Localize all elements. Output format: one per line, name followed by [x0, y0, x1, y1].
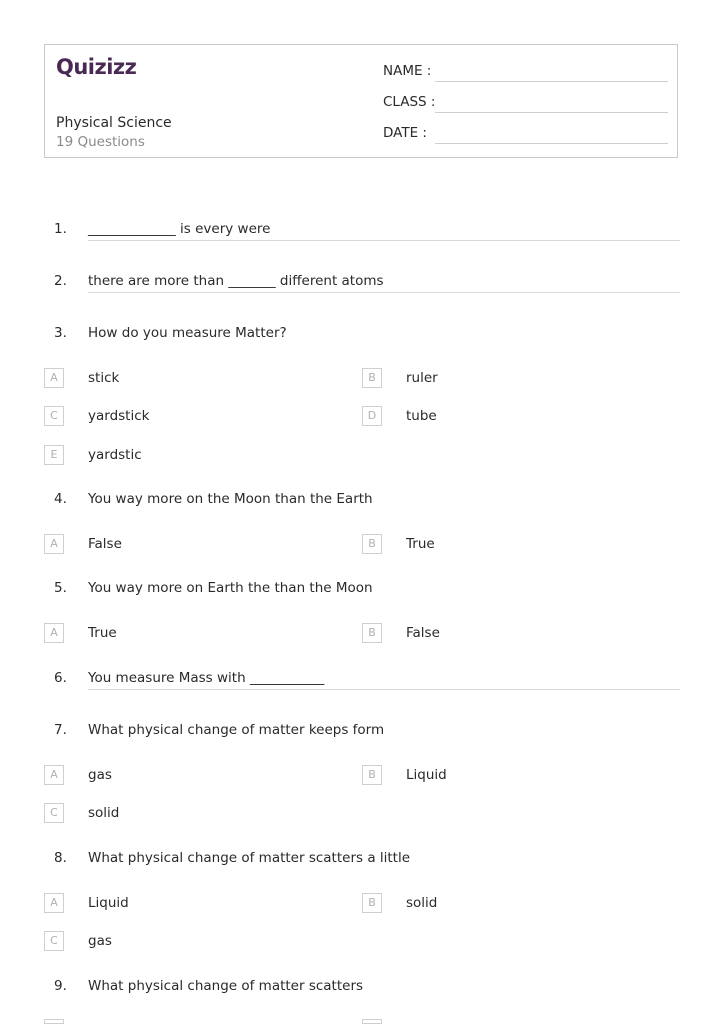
question-number: 5.	[54, 580, 67, 596]
question-number: 7.	[54, 722, 67, 738]
question-text: What physical change of matter keeps form	[88, 722, 385, 738]
question-text: there are more than _______ different atoms	[88, 273, 384, 289]
question-number: 8.	[54, 850, 67, 866]
option-b-box[interactable]: B	[362, 893, 382, 913]
option-b-text: ruler	[406, 370, 438, 386]
option-c-text: solid	[88, 805, 120, 821]
option-a-text: gas	[88, 767, 112, 783]
option-a-text: False	[88, 536, 122, 552]
date-line[interactable]	[435, 143, 668, 144]
option-d-text: tube	[406, 408, 437, 424]
option-c-text: gas	[88, 933, 112, 949]
question-number: 2.	[54, 273, 67, 289]
question-text: What physical change of matter scatters	[88, 978, 364, 994]
option-c-box[interactable]: C	[44, 931, 64, 951]
option-e-box[interactable]: E	[44, 445, 64, 465]
option-a-box[interactable]: A	[44, 893, 64, 913]
question-count: 19 Questions	[56, 134, 145, 150]
worksheet-title: Physical Science	[56, 115, 172, 131]
option-b-box[interactable]	[362, 1019, 382, 1024]
option-a-box[interactable]: A	[44, 623, 64, 643]
question-number: 1.	[54, 221, 67, 237]
worksheet-header	[44, 44, 678, 158]
question-text: You way more on the Moon than the Earth	[88, 491, 373, 507]
answer-line[interactable]	[88, 689, 680, 690]
option-c-box[interactable]: C	[44, 406, 64, 426]
class-line[interactable]	[435, 112, 668, 113]
option-d-box[interactable]: D	[362, 406, 382, 426]
question-number: 6.	[54, 670, 67, 686]
class-label: CLASS :	[383, 94, 436, 110]
option-b-text: Liquid	[406, 767, 447, 783]
name-label: NAME :	[383, 63, 432, 79]
option-b-text: False	[406, 625, 440, 641]
option-b-text: True	[406, 536, 435, 552]
answer-line[interactable]	[88, 292, 680, 293]
answer-line[interactable]	[88, 240, 680, 241]
question-text: You way more on Earth the than the Moon	[88, 580, 373, 596]
option-a-text: Liquid	[88, 895, 129, 911]
option-a-text: True	[88, 625, 117, 641]
question-number: 4.	[54, 491, 67, 507]
option-a-text: stick	[88, 370, 120, 386]
name-line[interactable]	[435, 81, 668, 82]
quizizz-logo: Quizizz	[56, 55, 137, 79]
option-b-box[interactable]: B	[362, 623, 382, 643]
option-b-box[interactable]: B	[362, 765, 382, 785]
question-text: How do you measure Matter?	[88, 325, 287, 341]
option-c-text: yardstick	[88, 408, 150, 424]
option-c-box[interactable]: C	[44, 803, 64, 823]
option-b-text: solid	[406, 895, 438, 911]
question-text: _____________ is every were	[88, 221, 271, 237]
option-a-box[interactable]: A	[44, 765, 64, 785]
option-e-text: yardstic	[88, 447, 142, 463]
question-number: 9.	[54, 978, 67, 994]
option-b-box[interactable]: B	[362, 534, 382, 554]
option-a-box[interactable]	[44, 1019, 64, 1024]
option-a-box[interactable]: A	[44, 534, 64, 554]
option-a-box[interactable]: A	[44, 368, 64, 388]
question-number: 3.	[54, 325, 67, 341]
question-text: You measure Mass with ___________	[88, 670, 325, 686]
option-b-box[interactable]: B	[362, 368, 382, 388]
date-label: DATE :	[383, 125, 427, 141]
question-text: What physical change of matter scatters a little	[88, 850, 411, 866]
